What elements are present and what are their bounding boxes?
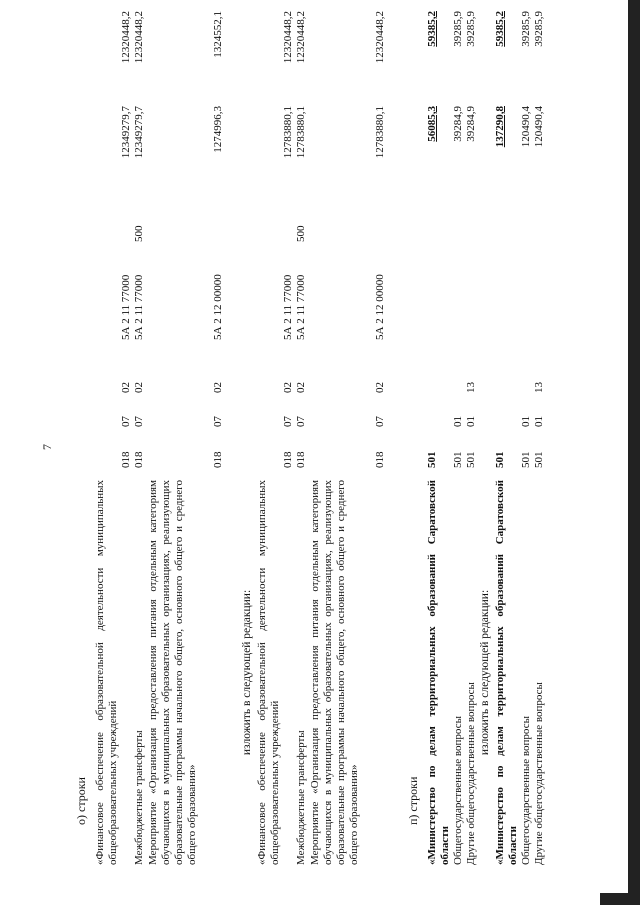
cell-sum-1: 56085,3 — [426, 106, 438, 142]
cell-csr: 5А 2 12 00000 — [212, 274, 224, 340]
row-description: «Министерство по делам территориальных образований Саратовской области — [494, 480, 519, 865]
cell-vr: 500 — [295, 225, 307, 242]
cell-ved: 501 — [494, 451, 506, 468]
cell-ved: 501 — [520, 451, 532, 468]
section-o-subheading: изложить в следующей редакции: — [241, 589, 253, 756]
cell-rz: 07 — [295, 416, 307, 427]
cell-ved: 501 — [426, 451, 438, 468]
cell-pr: 02 — [120, 382, 132, 393]
cell-rz: 07 — [212, 416, 224, 427]
cell-sum-1: 12783880,1 — [295, 106, 307, 159]
cell-sum-1: 39284,9 — [452, 106, 464, 142]
cell-sum-3 — [520, 0, 533, 9]
cell-sum-3 — [452, 0, 465, 9]
row-description: «Финансовое обеспечение образовательной деятельности муниципальных общеобразовательных учреждений — [94, 480, 119, 865]
cell-sum-1: 137290,8 — [494, 106, 506, 148]
cell-sum-2: 39285,9 — [465, 11, 477, 47]
cell-ved: 501 — [465, 451, 477, 468]
cell-sum-1: 12349279,7 — [120, 106, 132, 159]
row-description: Общегосударственные вопросы — [452, 716, 464, 865]
cell-ved: 018 — [120, 451, 132, 468]
cell-ved: 501 — [533, 451, 545, 468]
section-p-subheading: изложить в следующей редакции: — [479, 589, 491, 756]
cell-sum-1: 12783880,1 — [374, 106, 386, 159]
cell-rz: 07 — [120, 416, 132, 427]
cell-ved: 018 — [212, 451, 224, 468]
row-description: Другие общегосударственные вопросы — [465, 682, 477, 865]
cell-sum-1: 1274996,3 — [212, 106, 224, 153]
cell-pr: 02 — [374, 382, 386, 393]
cell-pr: 02 — [295, 382, 307, 393]
cell-rz: 01 — [520, 416, 532, 427]
cell-pr: 13 — [533, 382, 545, 393]
row-description: «Финансовое обеспечение образовательной деятельности муниципальных общеобразовательных учреждений — [256, 480, 281, 865]
cell-sum-3 — [426, 0, 439, 9]
cell-ved: 501 — [452, 451, 464, 468]
cell-sum-2: 12320448,2 — [282, 11, 294, 64]
cell-sum-2: 12320448,2 — [295, 11, 307, 64]
section-o-heading: о) строки — [74, 777, 88, 825]
cell-pr: 02 — [212, 382, 224, 393]
cell-rz: 01 — [465, 416, 477, 427]
row-description: Другие общегосударственные вопросы — [533, 682, 545, 865]
cell-csr: 5А 2 11 77000 — [295, 274, 307, 340]
cell-sum-3 — [133, 0, 146, 9]
cell-sum-3 — [282, 0, 295, 9]
row-description: Мероприятие «Организация предоставления питания отдельным категориям обучающихся в муниципальных образовательных организациях, реализующих образовательные программы начального общего, основного общего и среднего общего образования» — [147, 480, 198, 865]
cell-ved: 018 — [282, 451, 294, 468]
page-number: 7 — [40, 444, 54, 450]
cell-rz: 01 — [452, 416, 464, 427]
cell-sum-3 — [533, 0, 546, 9]
section-p-heading: п) строки — [406, 776, 420, 825]
cell-sum-3 — [295, 0, 308, 9]
cell-sum-3 — [374, 0, 387, 9]
cell-ved: 018 — [133, 451, 145, 468]
cell-sum-1: 12783880,1 — [282, 106, 294, 159]
cell-pr: 02 — [133, 382, 145, 393]
cell-rz: 07 — [282, 416, 294, 427]
cell-rz: 01 — [533, 416, 545, 427]
row-description: Межбюджетные трансферты — [133, 730, 145, 865]
row-description: «Министерство по делам территориальных образований Саратовской области — [426, 480, 451, 865]
cell-sum-1: 39284,9 — [465, 106, 477, 142]
cell-pr: 13 — [465, 382, 477, 393]
cell-sum-1: 12349279,7 — [133, 106, 145, 159]
cell-csr: 5А 2 11 77000 — [120, 274, 132, 340]
cell-sum-3 — [120, 0, 133, 9]
cell-sum-3 — [465, 0, 478, 9]
cell-sum-2: 1324552,1 — [212, 11, 224, 58]
row-description: Мероприятие «Организация предоставления питания отдельным категориям обучающихся в муниципальных образовательных организациях, реализующих образовательные программы начального общего, основного общего и среднего общего образования» — [309, 480, 360, 865]
cell-sum-2: 12320448,2 — [133, 11, 145, 64]
row-description: Межбюджетные трансферты — [295, 730, 307, 865]
cell-csr: 5А 2 11 77000 — [282, 274, 294, 340]
cell-sum-2: 59385,2 — [426, 11, 438, 47]
cell-ved: 018 — [295, 451, 307, 468]
cell-sum-2: 12320448,2 — [120, 11, 132, 64]
cell-sum-2: 59385,2 — [494, 11, 506, 47]
cell-pr: 02 — [282, 382, 294, 393]
cell-sum-2: 39285,9 — [520, 11, 532, 47]
cell-sum-3 — [212, 0, 225, 9]
cell-csr: 5А 2 12 00000 — [374, 274, 386, 340]
cell-csr: 5А 2 11 77000 — [133, 274, 145, 340]
cell-vr: 500 — [133, 225, 145, 242]
row-description: Общегосударственные вопросы — [520, 716, 532, 865]
cell-sum-2: 39285,9 — [452, 11, 464, 47]
cell-sum-1: 120490,4 — [520, 106, 532, 148]
cell-rz: 07 — [374, 416, 386, 427]
cell-rz: 07 — [133, 416, 145, 427]
cell-sum-1: 120490,4 — [533, 106, 545, 148]
cell-sum-2: 12320448,2 — [374, 11, 386, 64]
cell-ved: 018 — [374, 451, 386, 468]
cell-sum-2: 39285,9 — [533, 11, 545, 47]
cell-sum-3 — [494, 0, 507, 9]
